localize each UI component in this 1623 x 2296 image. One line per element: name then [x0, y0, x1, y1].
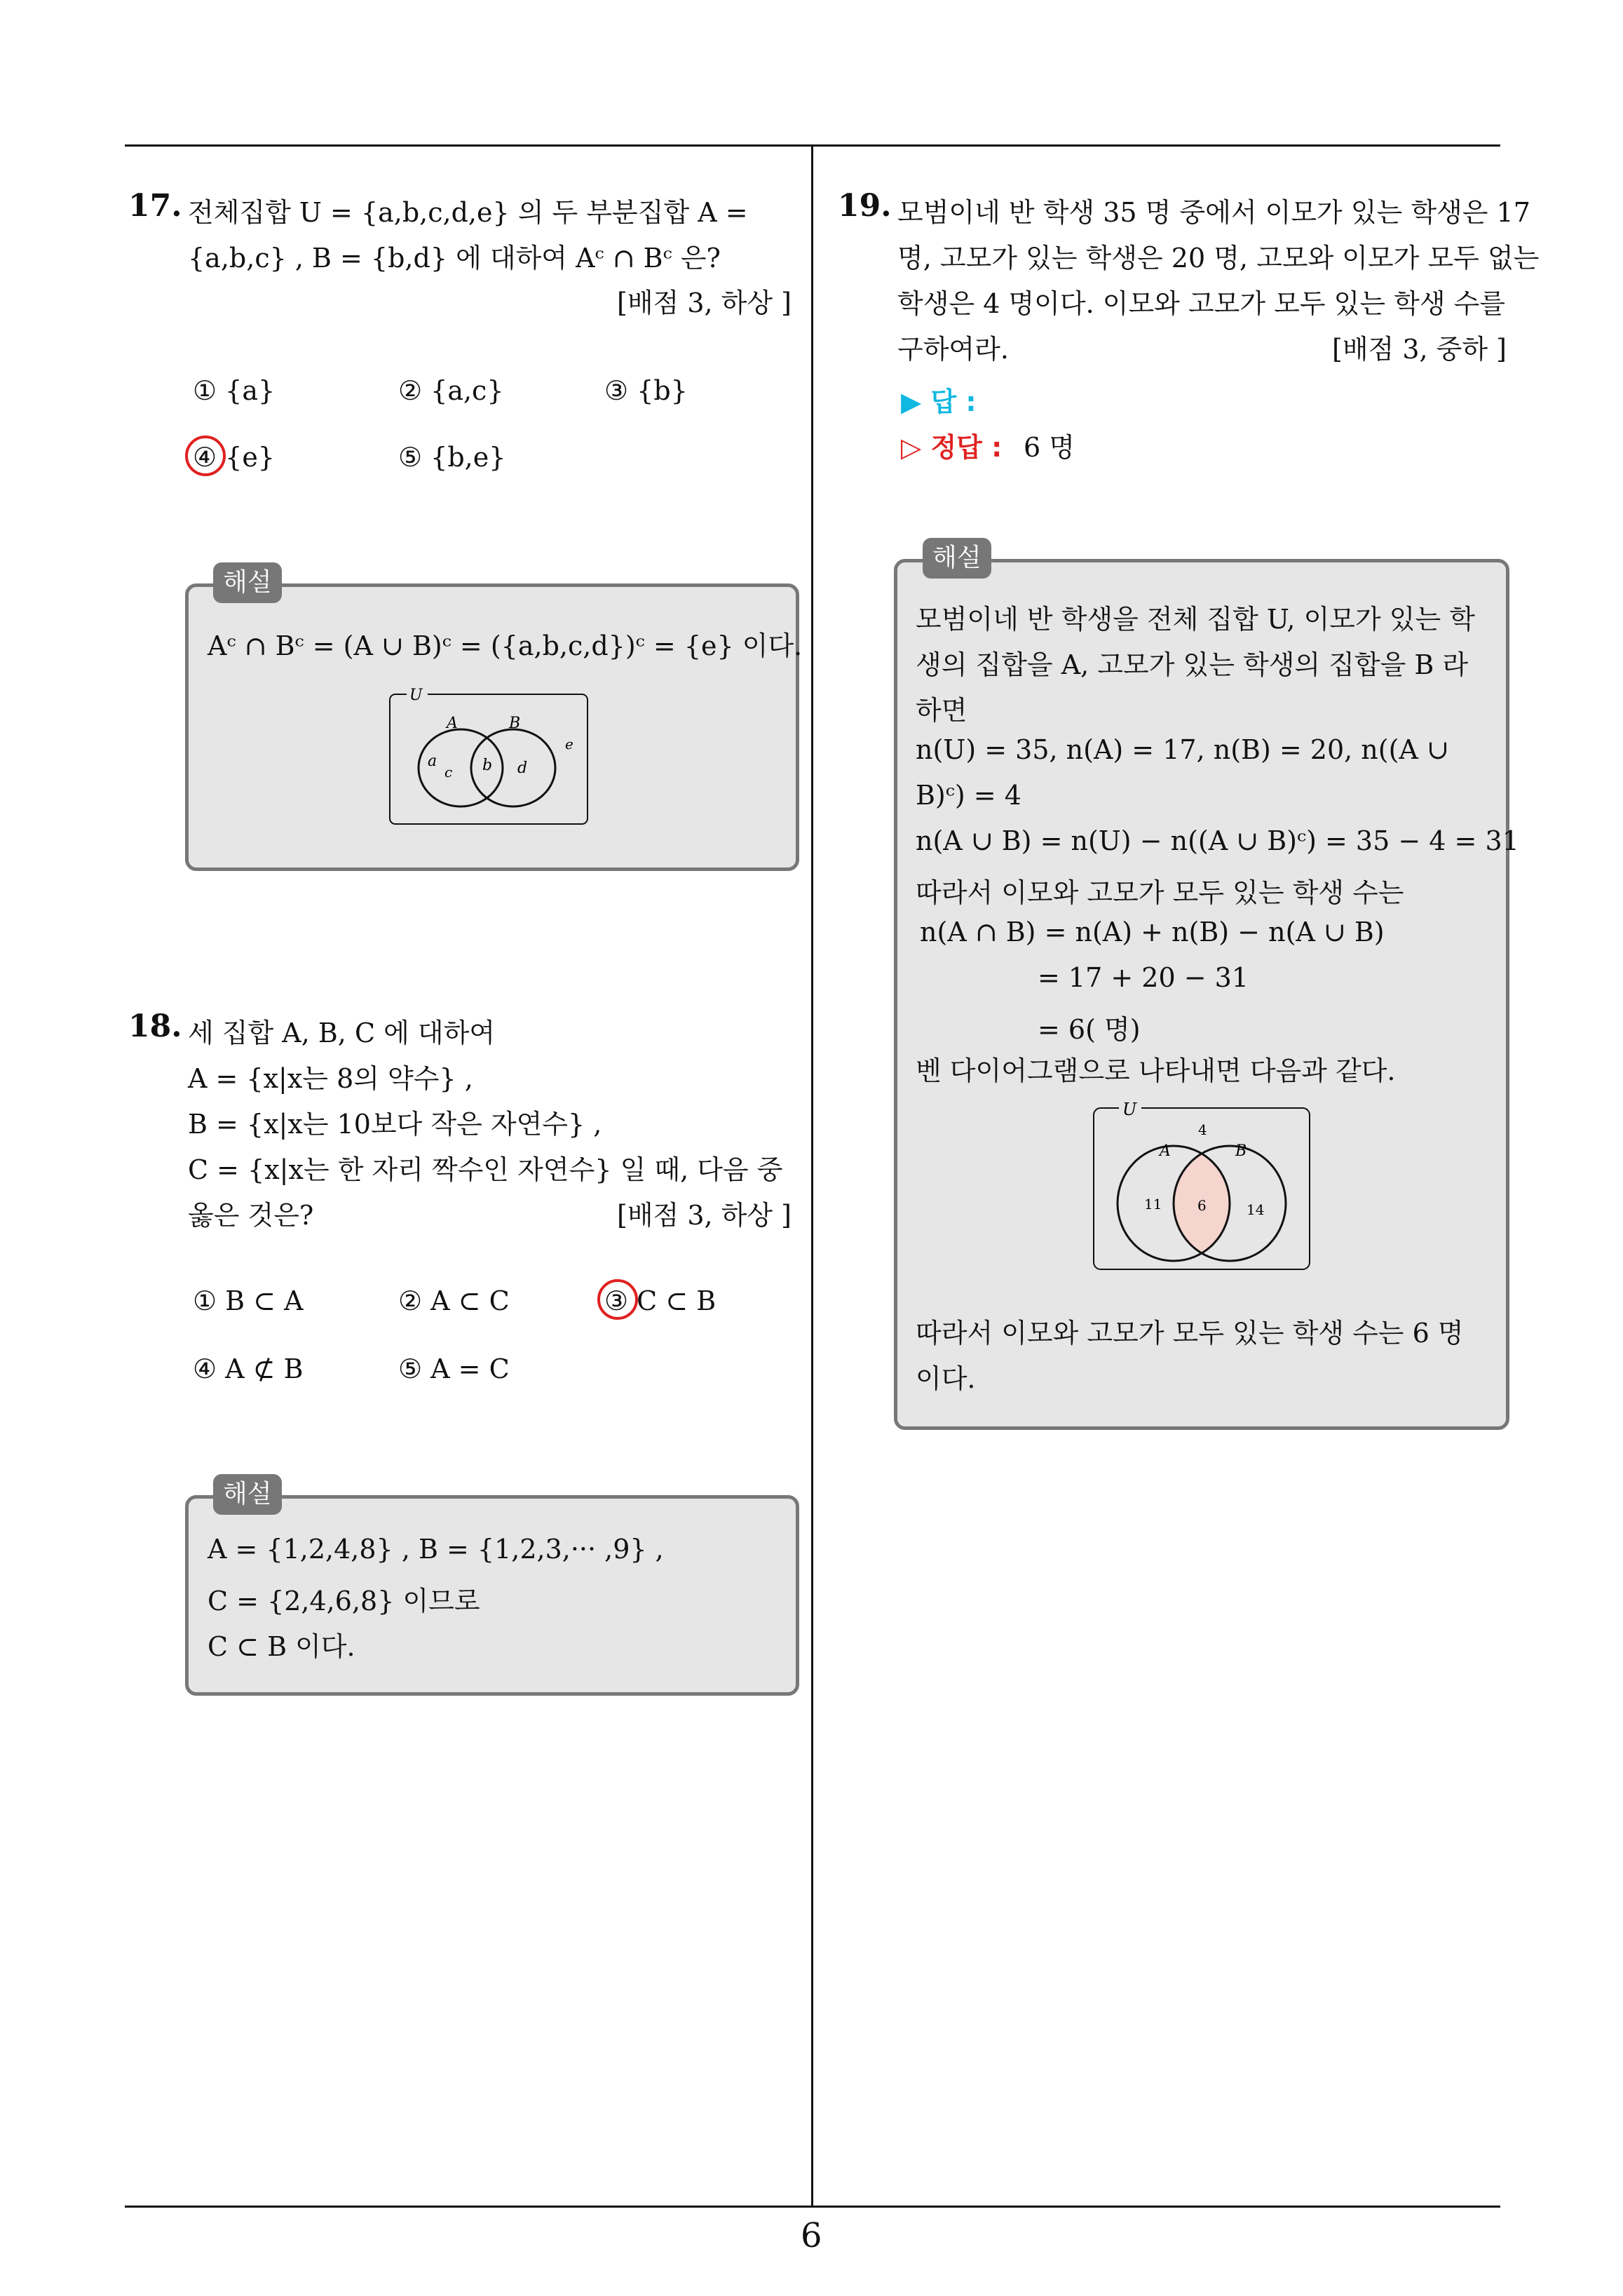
q19-line4: 구하여라. — [897, 334, 1009, 365]
q19-explanation-line-9: = 17 + 20 − 31 — [1038, 962, 1249, 993]
q18-choice-3[interactable]: ③ C ⊂ B — [604, 1285, 717, 1316]
q19-explanation-tag: 해설 — [923, 538, 991, 579]
q18-explanation-line-1: A = {1,2,4,8} , B = {1,2,3,··· ,9} , — [208, 1534, 664, 1565]
q17-venn-elem-e: e — [565, 736, 573, 752]
q19-venn-diagram — [1091, 1100, 1315, 1275]
q19-venn-only-a-count: 11 — [1144, 1196, 1162, 1213]
q19-correct-label: ▷ 정답 : — [901, 432, 1003, 463]
q19-points: [배점 3, 중하 ] — [1332, 334, 1507, 365]
q19-explanation-line-4: n(U) = 35, n(A) = 17, n(B) = 20, n((A ∪ — [916, 734, 1449, 765]
q17-choice-3[interactable]: ③ {b} — [604, 375, 688, 406]
q17-venn-label-b: B — [509, 715, 521, 732]
q19-line3: 학생은 4 명이다. 이모와 고모가 모두 있는 학생 수를 — [897, 288, 1506, 319]
q19-explanation-line-6: n(A ∪ B) = n(U) − n((A ∪ B)ᶜ) = 35 − 4 = 31 — [916, 825, 1519, 856]
q19-explanation-line-8: n(A ∩ B) = n(A) + n(B) − n(A ∪ B) — [920, 917, 1385, 947]
q19-explanation-line-13: 이다. — [916, 1363, 976, 1394]
q17-line2: {a,b,c} , B = {b,d} 에 대하여 Aᶜ ∩ Bᶜ 은? — [188, 243, 721, 274]
q17-venn-elem-a: a — [428, 752, 437, 770]
q19-venn-outside-count: 4 — [1198, 1121, 1207, 1138]
q18-explanation-line-2: C = {2,4,6,8} 이므로 — [208, 1586, 480, 1616]
q17-venn-label-a: A — [447, 715, 458, 732]
q17-venn-elem-c: c — [444, 764, 453, 781]
q17-explanation-text: Aᶜ ∩ Bᶜ = (A ∪ B)ᶜ = ({a,b,c,d})ᶜ = {e} 이다. — [208, 630, 803, 661]
q19-venn-label-u: U — [1122, 1100, 1137, 1119]
q18-line5: 옳은 것은? — [188, 1200, 314, 1231]
q19-explanation-line-11: 벤 다이어그램으로 나타내면 다음과 같다. — [916, 1055, 1396, 1086]
column-divider — [811, 144, 813, 2206]
q18-line3: B = {x|x는 10보다 작은 자연수} , — [188, 1109, 602, 1140]
q18-points: [배점 3, 하상 ] — [617, 1200, 792, 1231]
q18-explanation-line-3: C ⊂ B 이다. — [208, 1631, 355, 1662]
q17-line1: 전체집합 U = {a,b,c,d,e} 의 두 부분집합 A = — [188, 197, 748, 228]
q17-choice-5[interactable]: ⑤ {b,e} — [398, 442, 506, 473]
q19-explanation-line-3: 하면 — [916, 695, 967, 726]
q19-number: 19. — [838, 188, 892, 224]
q18-number: 18. — [128, 1008, 182, 1044]
q19-explanation-line-10: = 6( 명) — [1038, 1014, 1141, 1045]
q19-explanation-box — [894, 559, 1509, 1430]
q19-line2: 명, 고모가 있는 학생은 20 명, 고모와 이모가 모두 없는 — [897, 243, 1540, 274]
q17-venn-label-u: U — [409, 687, 423, 704]
q18-choice-4[interactable]: ④ A ⊄ B — [193, 1353, 304, 1384]
q18-explanation-tag: 해설 — [213, 1474, 282, 1515]
q19-venn-label-a: A — [1160, 1142, 1171, 1160]
q18-choice-2[interactable]: ② A ⊂ C — [398, 1285, 510, 1316]
q19-venn-label-b: B — [1235, 1142, 1247, 1160]
q17-venn-diagram — [387, 687, 592, 828]
q19-explanation-line-5: B)ᶜ) = 4 — [916, 780, 1021, 811]
q18-answer-mark — [597, 1279, 638, 1320]
q17-answer-mark — [185, 435, 226, 476]
q17-choice-2[interactable]: ② {a,c} — [398, 375, 504, 406]
q17-points: [배점 3, 하상 ] — [617, 288, 792, 318]
q17-number: 17. — [128, 188, 182, 224]
q19-correct-value: 6 명 — [1024, 432, 1075, 463]
q19-explanation-line-2: 생의 집합을 A, 고모가 있는 학생의 집합을 B 라 — [916, 649, 1469, 680]
bottom-rule — [125, 2206, 1500, 2208]
q19-answer-label: ▶ 답 : — [901, 386, 977, 417]
q18-line4: C = {x|x는 한 자리 짝수인 자연수} 일 때, 다음 중 — [188, 1154, 783, 1185]
q18-choice-5[interactable]: ⑤ A = C — [398, 1353, 510, 1384]
q17-choice-4[interactable]: ④ {e} — [193, 442, 275, 473]
q18-line1: 세 집합 A, B, C 에 대하여 — [188, 1018, 496, 1048]
q17-venn-elem-d: d — [517, 759, 528, 777]
q19-line1: 모범이네 반 학생 35 명 중에서 이모가 있는 학생은 17 — [897, 197, 1530, 228]
q19-explanation-line-1: 모범이네 반 학생을 전체 집합 U, 이모가 있는 학 — [916, 604, 1475, 635]
q19-answer-field[interactable] — [1010, 380, 1290, 411]
q19-venn-only-b-count: 14 — [1247, 1201, 1265, 1218]
q18-choice-1[interactable]: ① B ⊂ A — [193, 1285, 304, 1316]
q17-explanation-tag: 해설 — [213, 562, 282, 603]
q18-line2: A = {x|x는 8의 약수} , — [188, 1063, 473, 1094]
q19-explanation-line-7: 따라서 이모와 고모가 모두 있는 학생 수는 — [916, 877, 1404, 908]
q19-explanation-line-12: 따라서 이모와 고모가 모두 있는 학생 수는 6 명 — [916, 1318, 1464, 1349]
q17-venn-elem-b: b — [482, 757, 493, 774]
q19-venn-both-count: 6 — [1197, 1197, 1207, 1214]
page-number: 6 — [801, 2216, 822, 2255]
q17-choice-1[interactable]: ① {a} — [193, 375, 276, 406]
